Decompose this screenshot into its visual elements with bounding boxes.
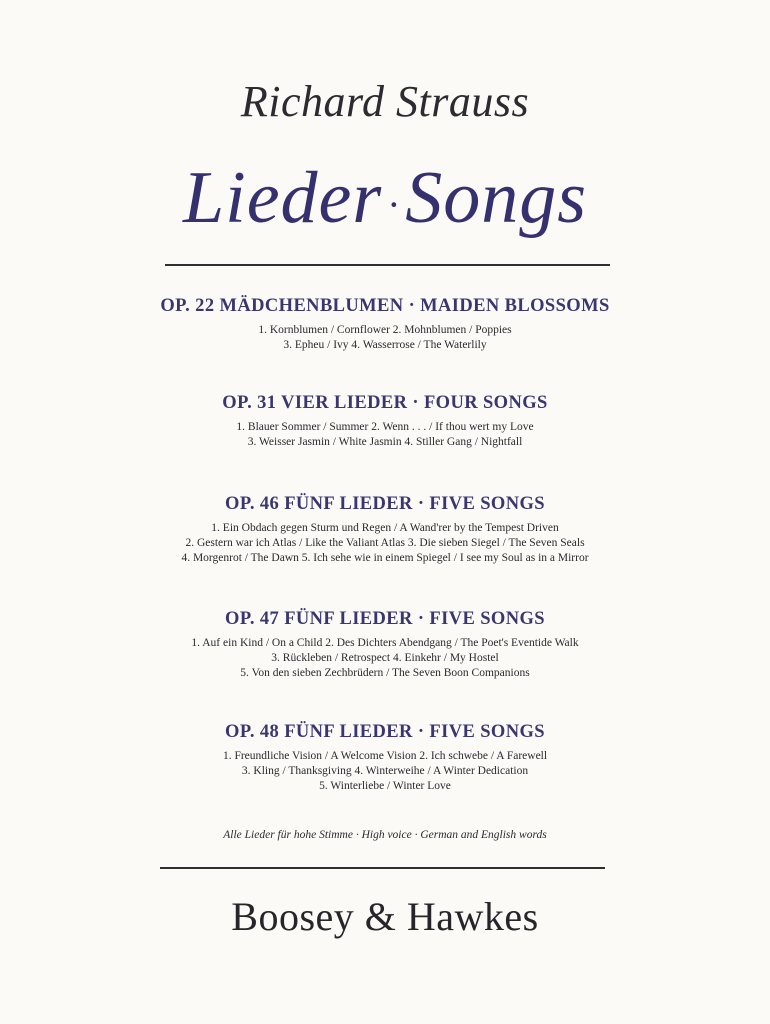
opus-heading: OP. 46 FÜNF LIEDER · FIVE SONGS <box>225 494 545 514</box>
song-line: 1. Auf ein Kind / On a Child 2. Des Dichters Abendgang / The Poet's Eventide Walk <box>191 637 579 649</box>
opus-heading: OP. 47 FÜNF LIEDER · FIVE SONGS <box>225 609 545 629</box>
song-line: 4. Morgenrot / The Dawn 5. Ich sehe wie in einem Spiegel / I see my Soul as in a Mirror <box>181 552 589 564</box>
opus-22-block <box>0 296 770 353</box>
bottom-divider <box>160 867 605 869</box>
opus-48-block <box>0 722 770 794</box>
song-line: 1. Freundliche Vision / A Welcome Vision 2. Ich schwebe / A Farewell <box>222 750 548 762</box>
song-line: 5. Von den sieben Zechbrüdern / The Seven Boon Companions <box>240 667 530 679</box>
title-german: Lieder <box>182 157 383 239</box>
opus-heading: OP. 22 MÄDCHENBLUMEN · MAIDEN BLOSSOMS <box>160 296 610 316</box>
opus-47-block <box>0 609 770 681</box>
song-line: 5. Winterliebe / Winter Love <box>319 780 451 792</box>
voice-note: Alle Lieder für hohe Stimme · High voice · German and English words <box>223 829 547 841</box>
collection-title <box>0 148 770 255</box>
song-line: 3. Rückleben / Retrospect 4. Einkehr / My Hostel <box>271 652 499 664</box>
composer-name: Richard Strauss <box>240 77 530 126</box>
opus-heading: OP. 31 VIER LIEDER · FOUR SONGS <box>222 393 548 413</box>
song-line: 3. Epheu / Ivy 4. Wasserrose / The Waterlily <box>283 339 487 351</box>
opus-31-block <box>0 393 770 450</box>
song-line: 3. Kling / Thanksgiving 4. Winterweihe / A Winter Dedication <box>241 765 529 777</box>
song-line: 2. Gestern war ich Atlas / Like the Valiant Atlas 3. Die sieben Siegel / The Seven Seals <box>185 537 585 549</box>
song-line: 3. Weisser Jasmin / White Jasmin 4. Stiller Gang / Nightfall <box>247 436 523 448</box>
title-separator: · <box>388 182 400 228</box>
top-divider <box>165 264 610 266</box>
opus-heading: OP. 48 FÜNF LIEDER · FIVE SONGS <box>225 722 545 742</box>
song-line: 1. Kornblumen / Cornflower 2. Mohnblumen / Poppies <box>258 324 512 336</box>
opus-46-block <box>0 494 770 566</box>
song-line: 1. Blauer Sommer / Summer 2. Wenn . . . / If thou wert my Love <box>236 421 534 433</box>
song-line: 1. Ein Obdach gegen Sturm und Regen / A Wand'rer by the Tempest Driven <box>211 522 559 534</box>
title-english: Songs <box>405 157 587 239</box>
publisher-name: Boosey & Hawkes <box>231 894 539 939</box>
